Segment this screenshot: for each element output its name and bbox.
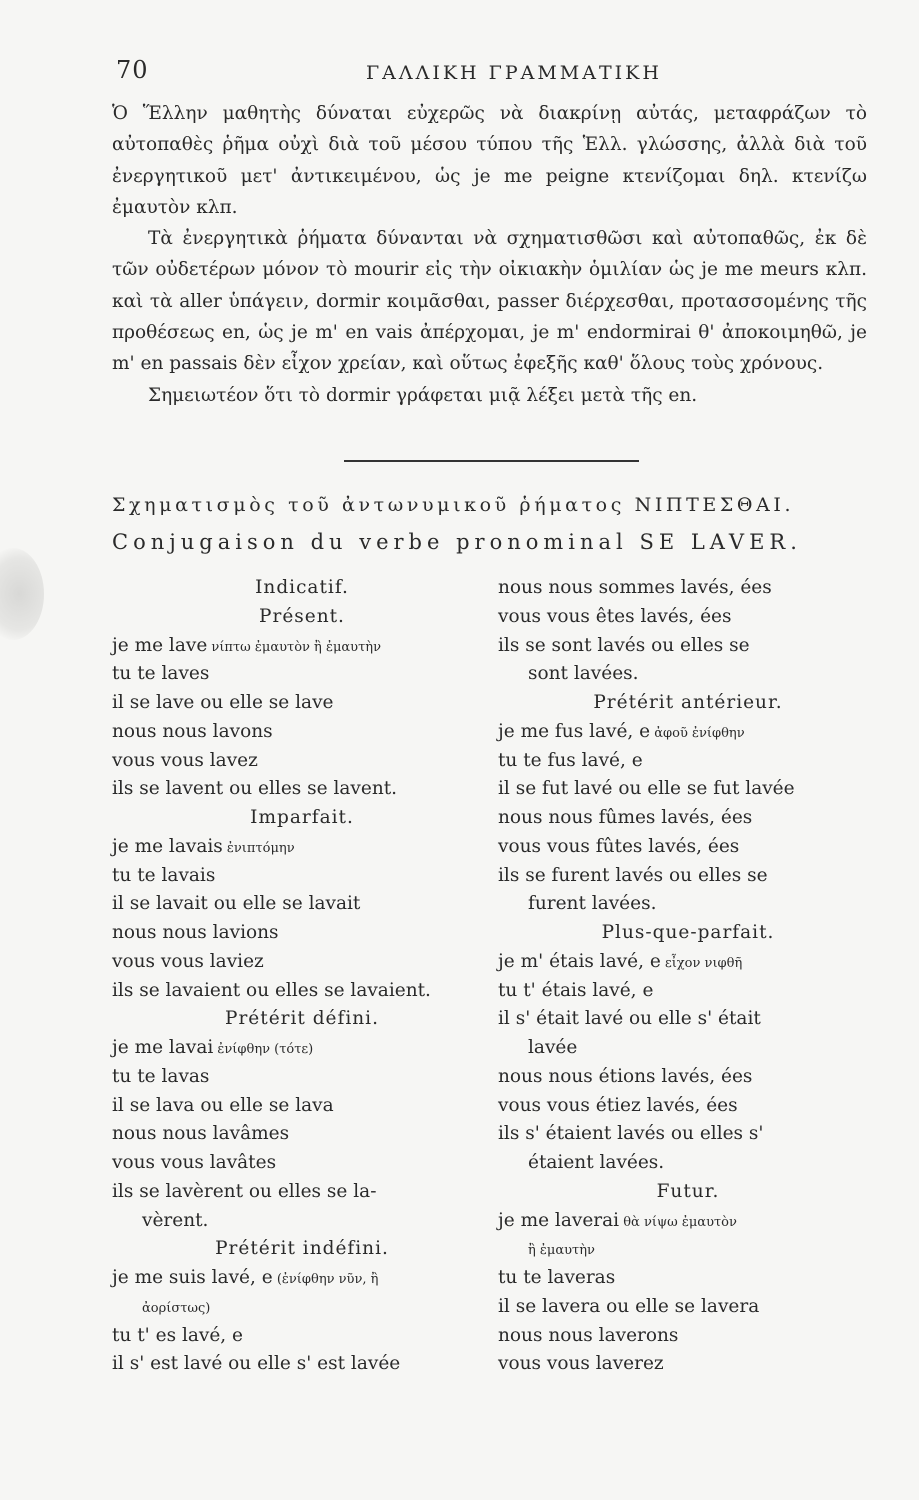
conjugation-line — [498, 1005, 878, 1034]
greek-gloss: θὰ νίψω ἐμαυτὸν — [619, 1214, 737, 1230]
tense-heading — [112, 1235, 492, 1264]
french-form: tu t' es lavé, e — [112, 1324, 244, 1346]
conjugation-line — [112, 1207, 492, 1236]
page-number: 70 — [116, 56, 149, 84]
intro-paragraph: Τὰ ἐνεργητικὰ ῥήματα δύνανται νὰ σχηματισθῶσι καὶ αὐτοπαθῶς, ἐκ δὲ τῶν οὐδετέρων μόνον τὸ mourir εἰς τὴν οἰκιακὴν ὁμιλίαν ὡς je me meurs κλπ. καὶ τὰ aller ὑπάγειν, dormir κοιμᾶσθαι, passer διέρχεσθαι, προτασσομένης τῆς προθέσεως en, ὡς je m' en vais ἀπέρχομαι, je m' endormirai θ' ἀποκοιμηθῶ, je m' en passais δὲν εἶχον χρείαν, καὶ οὕτως ἐφεξῆς καθ' ὅλους τοὺς χρόνους. — [112, 228, 867, 375]
tense-heading-text: Indicatif. — [255, 577, 349, 598]
french-form: nous nous laverons — [498, 1324, 679, 1346]
french-form: tu te laves — [112, 663, 210, 685]
greek-gloss: ἀφοῦ ἐνίφθην — [650, 725, 745, 741]
french-form: ils s' étaient lavés ou elles s' — [498, 1123, 764, 1145]
conjugation-line — [498, 890, 878, 919]
tense-heading-text: Présent. — [259, 605, 345, 627]
tense-heading — [112, 804, 492, 833]
french-form: je me laverai — [498, 1209, 620, 1231]
french-form: je m' étais lavé, e — [498, 950, 661, 972]
french-form: il se fut lavé ou elle se fut lavée — [498, 778, 795, 800]
french-form: tu t' étais lavé, e — [498, 979, 654, 1001]
french-form: je me suis lavé, e — [112, 1267, 273, 1288]
conjugation-line — [112, 1034, 492, 1063]
conjugation-line — [498, 1264, 878, 1293]
greek-gloss: ἐνιπτόμην — [222, 840, 295, 856]
conjugation-line — [498, 1149, 878, 1178]
french-form: tu te lavas — [112, 1065, 210, 1087]
french-form: vous vous fûtes lavés, ées — [498, 835, 740, 857]
french-form: il s' est lavé ou elle s' est lavée — [112, 1353, 401, 1375]
french-form: il se lave ou elle se lave — [112, 692, 334, 713]
conjugation-line — [112, 775, 492, 804]
french-form: je me lavai — [112, 1037, 214, 1058]
french-form: vous vous lavez — [112, 749, 258, 771]
french-form: ils se sont lavés ou elles se — [498, 634, 750, 656]
conjugation-line — [112, 1092, 492, 1121]
conjugation-line — [112, 862, 492, 891]
tense-heading-text: Prétérit antérieur. — [593, 692, 783, 713]
conjugation-line — [112, 747, 492, 776]
french-form: tu te fus lavé, e — [498, 749, 643, 771]
french-form: vous vous étiez lavés, ées — [498, 1094, 738, 1116]
french-form: il s' était lavé ou elle s' était — [498, 1008, 761, 1030]
conjugation-line — [498, 718, 878, 747]
greek-gloss: νίπτω ἐμαυτὸν ἢ ἐμαυτὴν — [207, 639, 381, 655]
french-form: sont lavées. — [528, 663, 639, 685]
greek-gloss: ἐνίφθην (τότε) — [213, 1042, 314, 1057]
french-form: étaient lavées. — [528, 1152, 665, 1173]
conjugation-line — [498, 948, 878, 977]
french-form: ils se lavent ou elles se lavent. — [112, 778, 398, 800]
conjugation-line — [498, 1034, 878, 1063]
conjugation-line — [112, 1322, 492, 1351]
conjugation-column-right — [498, 574, 878, 1379]
french-form: nous nous fûmes lavés, ées — [498, 807, 753, 828]
french-form: ils se lavaient ou elles se lavaient. — [112, 979, 431, 1001]
french-form: il se lavait ou elle se lavait — [112, 893, 361, 915]
tense-heading — [112, 574, 492, 603]
tense-heading-text: Prétérit défini. — [225, 1008, 379, 1030]
conjugation-line — [112, 1264, 492, 1293]
tense-heading — [498, 689, 878, 718]
conjugation-line — [112, 977, 492, 1006]
french-form: je me lavais — [112, 835, 223, 857]
tense-heading — [498, 1178, 878, 1207]
tense-heading-text: Plus-que-parfait. — [601, 922, 775, 943]
greek-gloss: (ἐνίφθην νῦν, ἢ — [272, 1272, 379, 1287]
tense-heading — [112, 603, 492, 632]
conjugation-line — [112, 1293, 492, 1322]
intro-text — [112, 98, 867, 411]
conjugation-line — [112, 1149, 492, 1178]
conjugation-line — [112, 948, 492, 977]
conjugation-line — [498, 660, 878, 689]
section-title-greek: Σχηματισμὸς τοῦ ἀντωνυμικοῦ ῥήματος ΝΙΠΤΕΣΘΑΙ. — [112, 494, 795, 516]
running-title: ΓΑΛΛΙΚΗ ΓΡΑΜΜΑΤΙΚΗ — [366, 62, 662, 84]
conjugation-line — [112, 632, 492, 661]
conjugation-line — [498, 1092, 878, 1121]
section-divider — [344, 460, 639, 462]
french-form: il se lava ou elle se lava — [112, 1094, 334, 1116]
intro-paragraph: Σημειωτέον ὅτι τὸ dormir γράφεται μιᾷ λέξει μετὰ τῆς en. — [148, 384, 698, 406]
french-form: tu te laveras — [498, 1267, 616, 1288]
french-form: vèrent. — [142, 1209, 209, 1231]
french-form: ils se furent lavés ou elles se — [498, 864, 768, 886]
conjugation-line — [112, 1178, 492, 1207]
french-form: tu te lavais — [112, 864, 216, 886]
french-form: je me fus lavé, e — [498, 720, 651, 742]
conjugation-line — [498, 747, 878, 776]
conjugation-line — [498, 1350, 878, 1379]
conjugation-line — [112, 833, 492, 862]
conjugation-line — [498, 1322, 878, 1351]
tense-heading-text: Prétérit indéfini. — [215, 1238, 389, 1260]
conjugation-line — [112, 890, 492, 919]
conjugation-line — [498, 804, 878, 833]
french-form: il se lavera ou elle se lavera — [498, 1295, 760, 1317]
intro-paragraph: Ὁ Ἕλλην μαθητὴς δύναται εὐχερῶς νὰ διακρίνῃ αὐτάς, μεταφράζων τὸ αὐτοπαθὲς ῥῆμα οὐχὶ διὰ τοῦ μέσου τύπου τῆς Ἑλλ. γλώσσης, ἀλλὰ διὰ τοῦ ἐνεργητικοῦ μετ' ἀντικειμένου, ὡς je me peigne κτενίζομαι δηλ. κτενίζω ἐμαυτὸν κλπ. — [112, 103, 867, 218]
conjugation-line — [498, 603, 878, 632]
greek-gloss: εἶχον νιφθῆ — [660, 955, 743, 971]
french-form: nous nous lavions — [112, 922, 279, 943]
conjugation-line — [498, 1293, 878, 1322]
french-form: ils se lavèrent ou elles se la- — [112, 1180, 377, 1202]
conjugation-line — [112, 919, 492, 948]
conjugation-line — [112, 1063, 492, 1092]
french-form: furent lavées. — [528, 893, 657, 915]
conjugation-line — [112, 718, 492, 747]
french-form: je me lave — [112, 634, 208, 656]
french-form: nous nous lavâmes — [112, 1123, 290, 1145]
conjugation-line — [498, 833, 878, 862]
tense-heading-text: Futur. — [656, 1180, 720, 1202]
conjugation-line — [498, 977, 878, 1006]
tense-heading — [498, 919, 878, 948]
french-form: nous nous étions lavés, ées — [498, 1065, 753, 1087]
french-form: vous vous laverez — [498, 1353, 664, 1375]
conjugation-line — [112, 1120, 492, 1149]
page-header — [0, 52, 919, 92]
tense-heading — [112, 1005, 492, 1034]
conjugation-line — [112, 1350, 492, 1379]
conjugation-line — [498, 574, 878, 603]
french-form: lavée — [528, 1037, 578, 1058]
conjugation-column-left — [112, 574, 492, 1379]
conjugation-line — [498, 1207, 878, 1236]
greek-gloss: ἢ ἐμαυτὴν — [528, 1243, 595, 1259]
greek-gloss: ἀορίστως) — [142, 1300, 211, 1316]
conjugation-line — [498, 1235, 878, 1264]
conjugation-line — [498, 1063, 878, 1092]
page-edge-shadow — [0, 548, 44, 640]
french-form: vous vous laviez — [112, 950, 264, 972]
tense-heading-text: Imparfait. — [250, 807, 354, 828]
conjugation-line — [498, 632, 878, 661]
french-form: nous nous sommes lavés, ées — [498, 577, 772, 598]
conjugation-line — [112, 689, 492, 718]
conjugation-line — [498, 775, 878, 804]
conjugation-line — [498, 862, 878, 891]
conjugation-line — [112, 660, 492, 689]
french-form: nous nous lavons — [112, 720, 273, 742]
french-form: vous vous êtes lavés, ées — [498, 605, 732, 627]
section-title-french: Conjugaison du verbe pronominal SE LAVER. — [112, 530, 802, 554]
conjugation-line — [498, 1120, 878, 1149]
french-form: vous vous lavâtes — [112, 1152, 277, 1173]
